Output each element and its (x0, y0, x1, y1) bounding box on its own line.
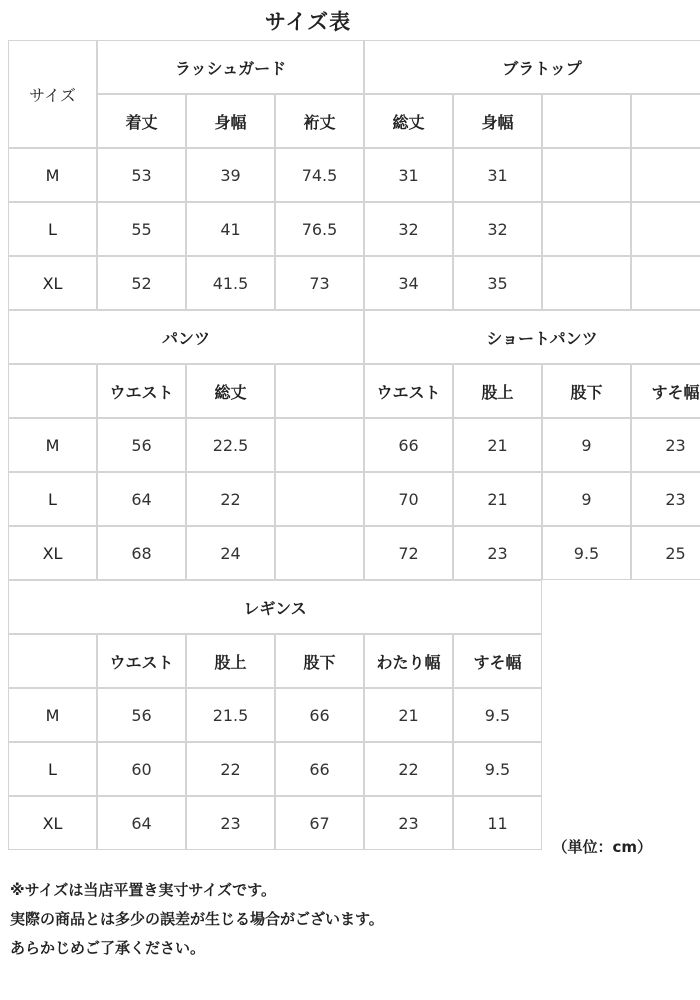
value-cell: 66 (365, 419, 452, 471)
value-cell: 64 (98, 797, 185, 849)
size-column-header: サイズ (9, 41, 96, 147)
column-header: 裄丈 (276, 95, 363, 147)
value-cell: 66 (276, 743, 363, 795)
empty-cell (276, 527, 363, 579)
column-header: ウエスト (98, 635, 185, 687)
size-cell: L (9, 743, 96, 795)
value-cell: 68 (98, 527, 185, 579)
empty-cell (632, 203, 700, 255)
value-cell: 70 (365, 473, 452, 525)
value-cell: 39 (187, 149, 274, 201)
section-header-rash-guard: ラッシュガード (98, 41, 363, 93)
value-cell: 53 (98, 149, 185, 201)
value-cell: 67 (276, 797, 363, 849)
size-cell: M (9, 149, 96, 201)
value-cell: 41.5 (187, 257, 274, 309)
value-cell: 74.5 (276, 149, 363, 201)
value-cell: 22 (365, 743, 452, 795)
value-cell: 21.5 (187, 689, 274, 741)
section-header-leggings: レギンス (9, 581, 541, 633)
value-cell: 31 (365, 149, 452, 201)
page-title: サイズ表 (264, 10, 352, 34)
value-cell: 64 (98, 473, 185, 525)
value-cell: 9.5 (454, 689, 541, 741)
value-cell: 32 (365, 203, 452, 255)
size-cell: XL (9, 797, 96, 849)
column-header: ウエスト (98, 365, 185, 417)
value-cell: 11 (454, 797, 541, 849)
value-cell: 25 (632, 527, 700, 579)
column-header: 身幅 (454, 95, 541, 147)
section-header-short-pants: ショートパンツ (365, 311, 700, 363)
size-cell: XL (9, 257, 96, 309)
value-cell: 22 (187, 743, 274, 795)
empty-cell (276, 419, 363, 471)
empty-cell (632, 95, 700, 147)
value-cell: 23 (187, 797, 274, 849)
empty-cell (632, 257, 700, 309)
column-header: わたり幅 (365, 635, 452, 687)
size-cell: L (9, 473, 96, 525)
value-cell: 32 (454, 203, 541, 255)
size-cell: L (9, 203, 96, 255)
column-header: 着丈 (98, 95, 185, 147)
value-cell: 9 (543, 473, 630, 525)
column-header: 股上 (454, 365, 541, 417)
section-header-pants: パンツ (9, 311, 363, 363)
empty-cell (276, 473, 363, 525)
value-cell: 23 (632, 419, 700, 471)
value-cell: 60 (98, 743, 185, 795)
value-cell: 22.5 (187, 419, 274, 471)
column-header: すそ幅 (454, 635, 541, 687)
notes (10, 876, 384, 963)
empty-cell (543, 257, 630, 309)
value-cell: 9 (543, 419, 630, 471)
value-cell: 9.5 (454, 743, 541, 795)
note-line: あらかじめご了承ください。 (10, 939, 206, 957)
size-cell: M (9, 419, 96, 471)
value-cell: 9.5 (543, 527, 630, 579)
value-cell: 73 (276, 257, 363, 309)
value-cell: 56 (98, 419, 185, 471)
empty-cell (543, 149, 630, 201)
value-cell: 24 (187, 527, 274, 579)
column-header: 総丈 (365, 95, 452, 147)
value-cell: 23 (632, 473, 700, 525)
value-cell: 23 (365, 797, 452, 849)
empty-cell (9, 635, 96, 687)
note-line: ※サイズは当店平置き実寸サイズです。 (10, 881, 276, 899)
column-header: 股下 (543, 365, 630, 417)
value-cell: 35 (454, 257, 541, 309)
value-cell: 52 (98, 257, 185, 309)
value-cell: 23 (454, 527, 541, 579)
value-cell: 76.5 (276, 203, 363, 255)
size-cell: XL (9, 527, 96, 579)
column-header: すそ幅 (632, 365, 700, 417)
value-cell: 55 (98, 203, 185, 255)
value-cell: 22 (187, 473, 274, 525)
empty-cell (543, 203, 630, 255)
value-cell: 21 (365, 689, 452, 741)
value-cell: 34 (365, 257, 452, 309)
value-cell: 56 (98, 689, 185, 741)
column-header: 総丈 (187, 365, 274, 417)
size-chart-table (9, 41, 700, 849)
value-cell: 72 (365, 527, 452, 579)
empty-cell (543, 95, 630, 147)
section-header-bra-top: ブラトップ (365, 41, 700, 93)
unit-label: （単位：cm） (552, 838, 652, 856)
column-header: 股下 (276, 635, 363, 687)
value-cell: 21 (454, 473, 541, 525)
value-cell: 21 (454, 419, 541, 471)
column-header: 股上 (187, 635, 274, 687)
column-header: ウエスト (365, 365, 452, 417)
empty-cell (276, 365, 363, 417)
empty-cell (9, 365, 96, 417)
value-cell: 66 (276, 689, 363, 741)
size-cell: M (9, 689, 96, 741)
note-line: 実際の商品とは多少の誤差が生じる場合がございます。 (10, 910, 384, 928)
column-header: 身幅 (187, 95, 274, 147)
value-cell: 31 (454, 149, 541, 201)
value-cell: 41 (187, 203, 274, 255)
empty-cell (632, 149, 700, 201)
